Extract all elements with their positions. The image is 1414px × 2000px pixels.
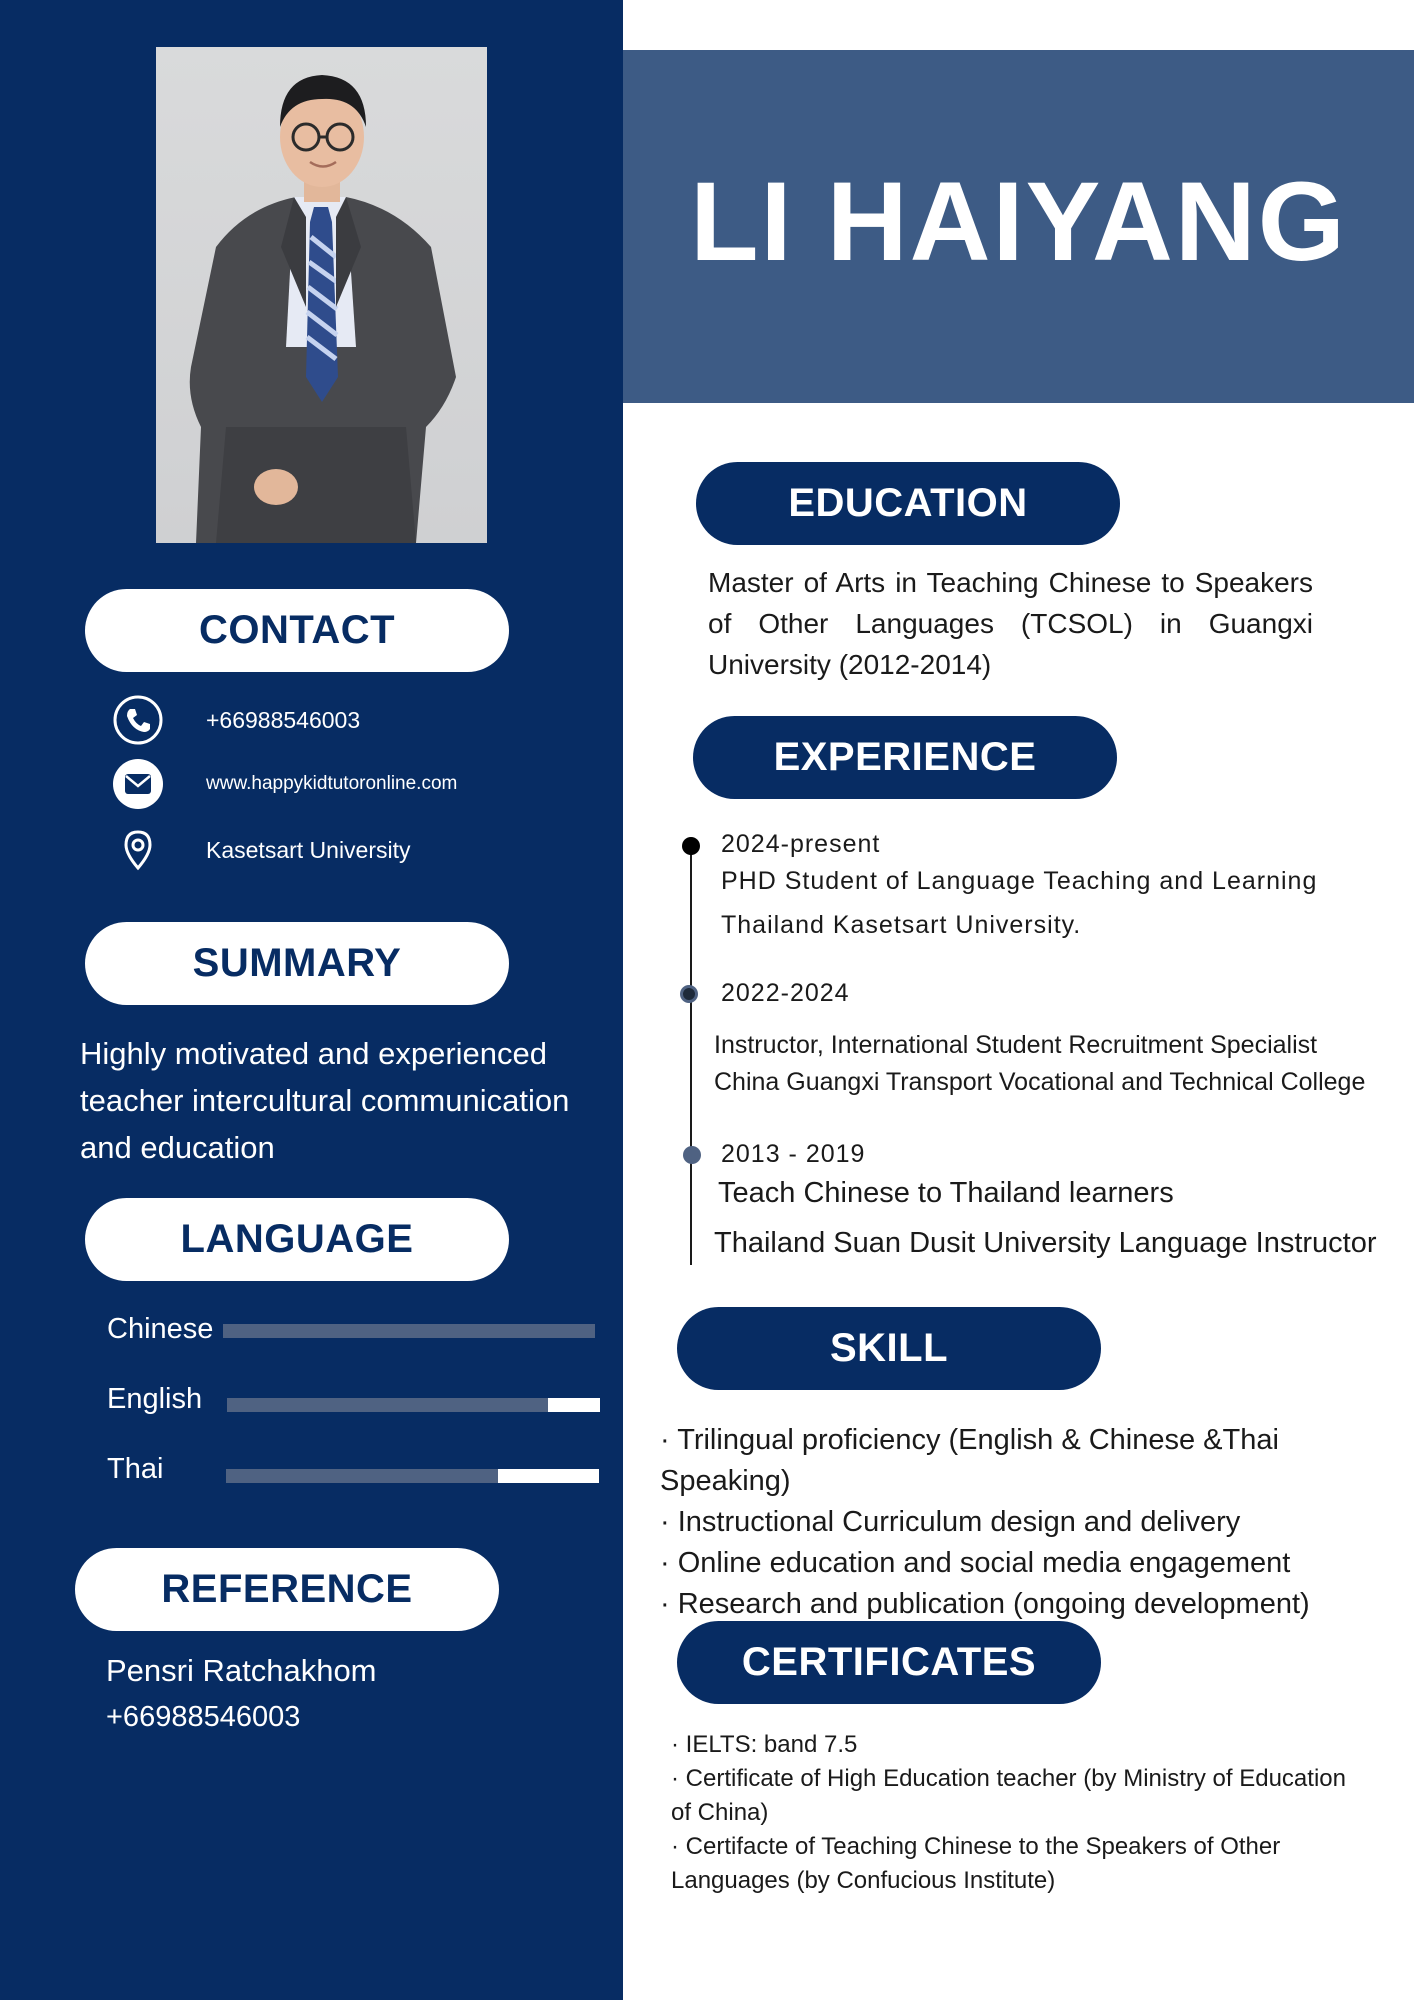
experience-line: Instructor, International Student Recruitment Specialist xyxy=(714,1031,1318,1059)
experience-line: Thailand Suan Dusit University Language Instructor xyxy=(714,1227,1377,1259)
certificate-item: · IELTS: band 7.5 xyxy=(671,1731,858,1758)
reference-phone: +66988546003 xyxy=(106,1701,301,1733)
skill-list xyxy=(660,1420,1414,1625)
language-fill-english xyxy=(227,1398,548,1412)
contact-website-text[interactable]: www.happykidtutoronline.com xyxy=(206,773,458,794)
skill-heading xyxy=(677,1307,1101,1390)
education-heading xyxy=(696,462,1120,545)
language-label-thai: Thai xyxy=(107,1453,164,1485)
sidebar xyxy=(0,0,623,2000)
skill-item: · Trilingual proficiency (English & Chinese &Thai Speaking) xyxy=(660,1424,1279,1497)
certificates-heading-text: CERTIFICATES xyxy=(741,1640,1037,1684)
education-text xyxy=(708,562,1313,685)
contact-heading-text: CONTACT xyxy=(198,608,396,652)
education-line: of Other Languages (TCSOL) in Guangxi xyxy=(708,608,1313,639)
reference-heading xyxy=(75,1548,499,1631)
experience-period: 2024-present xyxy=(721,830,881,858)
reference-heading-text: REFERENCE xyxy=(161,1567,413,1611)
language-label-chinese: Chinese xyxy=(107,1313,214,1345)
profile-photo-illustration xyxy=(156,47,487,543)
contact-phone-text: +66988546003 xyxy=(206,706,361,733)
certificates-heading xyxy=(677,1621,1101,1704)
summary-text xyxy=(80,1030,610,1171)
skill-item: · Online education and social media engagement xyxy=(660,1547,1291,1579)
experience-period: 2022-2024 xyxy=(721,979,850,1007)
contact-location-text: Kasetsart University xyxy=(206,836,411,863)
summary-heading xyxy=(85,922,509,1005)
language-bar-thai xyxy=(226,1469,599,1483)
experience-line: Teach Chinese to Thailand learners xyxy=(718,1177,1174,1209)
location-pin-icon xyxy=(112,824,164,876)
skill-item: · Instructional Curriculum design and delivery xyxy=(660,1506,1241,1538)
education-line: Master of Arts in Teaching Chinese to Speakers xyxy=(708,567,1313,598)
contact-website-row xyxy=(112,758,458,810)
language-bar-chinese xyxy=(223,1324,595,1338)
certificate-item: · Certifacte of Teaching Chinese to the Speakers of Other Languages (by Confucious Institute) xyxy=(671,1833,1281,1894)
timeline-dot xyxy=(680,985,698,1003)
language-heading-text: LANGUAGE xyxy=(180,1217,414,1261)
contact-heading xyxy=(85,589,509,672)
skill-item: · Research and publication (ongoing development) xyxy=(660,1588,1310,1620)
language-bar-english xyxy=(227,1398,600,1412)
experience-period: 2013 - 2019 xyxy=(721,1140,866,1168)
summary-line: teacher intercultural communication xyxy=(80,1083,570,1118)
experience-line: PHD Student of Language Teaching and Learning xyxy=(721,867,1318,895)
reference-person: Pensri Ratchakhom xyxy=(106,1653,377,1688)
education-heading-text: EDUCATION xyxy=(788,481,1028,525)
certificates-list xyxy=(671,1728,1371,1898)
skill-heading-text: SKILL xyxy=(829,1326,949,1370)
timeline-line xyxy=(690,845,692,1265)
experience-heading-text: EXPERIENCE xyxy=(773,735,1037,779)
experience-line: Thailand Kasetsart University. xyxy=(721,911,1082,939)
experience-heading xyxy=(693,716,1117,799)
profile-photo xyxy=(156,47,487,543)
education-line: University (2012-2014) xyxy=(708,649,992,680)
language-fill-chinese xyxy=(223,1324,595,1338)
person-name: LI HAIYANG xyxy=(690,159,1347,284)
mail-icon xyxy=(112,758,164,810)
summary-heading-text: SUMMARY xyxy=(192,941,402,985)
timeline-dot xyxy=(682,837,700,855)
summary-line: Highly motivated and experienced xyxy=(80,1036,547,1071)
language-label-english: English xyxy=(107,1383,203,1415)
phone-icon xyxy=(112,694,164,746)
summary-line: and education xyxy=(80,1130,275,1165)
language-fill-thai xyxy=(226,1469,498,1483)
contact-phone-row xyxy=(112,694,361,746)
header-band xyxy=(623,50,1414,403)
experience-line: China Guangxi Transport Vocational and Technical College xyxy=(714,1068,1366,1096)
timeline-dot xyxy=(683,1146,701,1164)
language-heading xyxy=(85,1198,509,1281)
contact-location-row xyxy=(112,824,411,876)
certificate-item: · Certificate of High Education teacher (by Ministry of Education of China) xyxy=(671,1765,1346,1826)
